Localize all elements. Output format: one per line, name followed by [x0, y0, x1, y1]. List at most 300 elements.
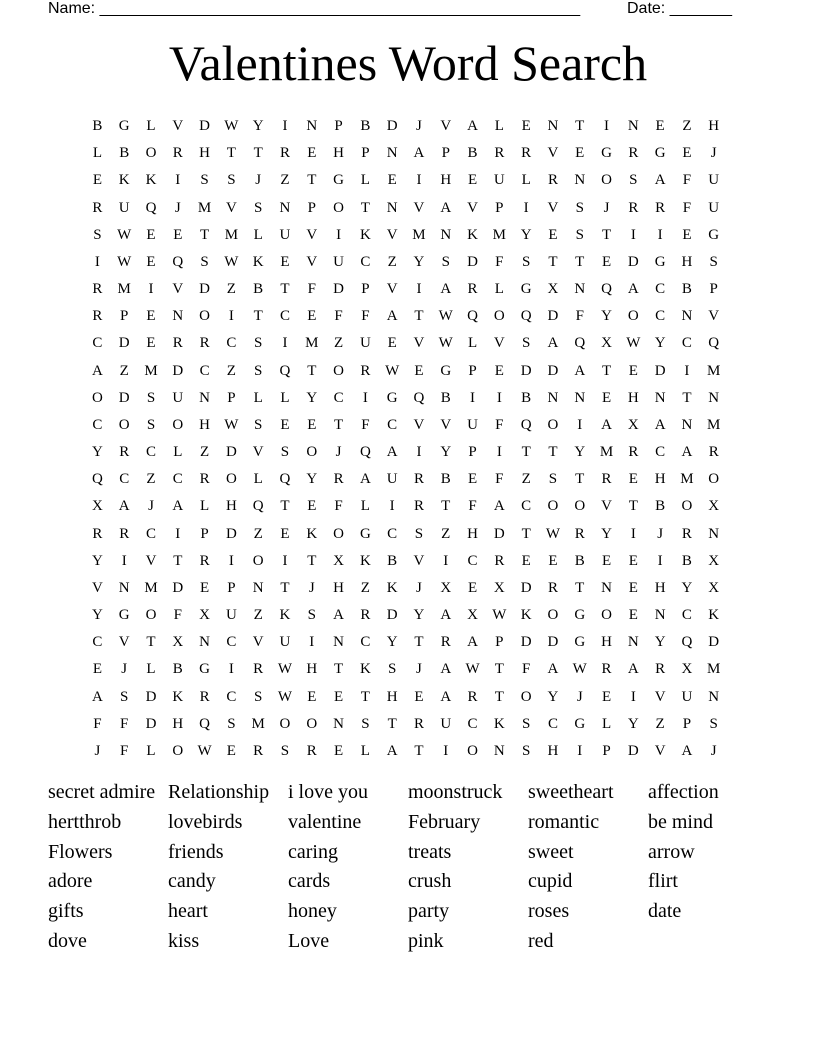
grid-letter[interactable]: T [521, 444, 531, 461]
grid-letter[interactable]: Y [574, 444, 586, 461]
grid-letter[interactable]: O [306, 715, 318, 732]
grid-letter[interactable]: V [413, 199, 425, 216]
grid-letter[interactable]: I [630, 226, 636, 243]
grid-letter[interactable]: V [654, 688, 666, 705]
grid-letter[interactable]: I [470, 389, 476, 406]
grid-letter[interactable]: E [467, 579, 478, 596]
grid-letter[interactable]: T [548, 253, 558, 270]
grid-letter[interactable]: L [280, 389, 290, 406]
grid-letter[interactable]: S [629, 172, 638, 189]
grid-letter[interactable]: R [253, 661, 264, 678]
grid-letter[interactable]: D [520, 634, 532, 651]
date-field[interactable]: Date: _______ [627, 0, 732, 17]
grid-letter[interactable]: K [118, 172, 130, 189]
grid-letter[interactable]: F [468, 498, 477, 515]
grid-letter[interactable]: W [438, 335, 453, 352]
grid-letter[interactable]: V [413, 552, 425, 569]
grid-letter[interactable]: V [708, 308, 720, 325]
grid-letter[interactable]: F [495, 416, 504, 433]
grid-letter[interactable]: J [710, 145, 717, 162]
grid-letter[interactable]: B [253, 281, 264, 298]
grid-letter[interactable]: S [200, 172, 209, 189]
grid-letter[interactable]: S [280, 742, 290, 759]
grid-letter[interactable]: O [547, 498, 559, 515]
grid-letter[interactable]: T [280, 498, 290, 515]
grid-letter[interactable]: B [681, 281, 692, 298]
grid-letter[interactable]: T [360, 688, 370, 705]
grid-letter[interactable]: R [521, 145, 532, 162]
grid-letter[interactable]: V [386, 281, 398, 298]
grid-letter[interactable]: F [120, 715, 129, 732]
grid-letter[interactable]: A [654, 416, 666, 433]
grid-letter[interactable]: O [199, 308, 210, 325]
grid-letter[interactable]: R [655, 199, 666, 216]
grid-letter[interactable]: A [547, 661, 559, 678]
grid-letter[interactable]: Q [172, 253, 184, 270]
grid-letter[interactable]: O [467, 742, 478, 759]
grid-letter[interactable]: N [574, 172, 586, 189]
grid-letter[interactable]: W [438, 308, 453, 325]
grid-letter[interactable]: V [413, 335, 425, 352]
grid-letter[interactable]: T [628, 498, 638, 515]
grid-letter[interactable]: Q [574, 335, 586, 352]
grid-letter[interactable]: D [199, 281, 210, 298]
grid-letter[interactable]: T [253, 145, 263, 162]
grid-letter[interactable]: Y [252, 118, 264, 134]
grid-letter[interactable]: E [601, 389, 612, 406]
grid-letter[interactable]: F [361, 416, 370, 433]
grid-letter[interactable]: I [282, 552, 288, 569]
grid-letter[interactable]: I [309, 634, 315, 651]
grid-letter[interactable]: Y [306, 471, 318, 488]
grid-letter[interactable]: T [200, 226, 210, 243]
grid-letter[interactable]: D [118, 389, 130, 406]
grid-letter[interactable]: R [494, 552, 505, 569]
grid-letter[interactable]: L [494, 118, 504, 134]
grid-letter[interactable]: T [494, 688, 504, 705]
grid-letter[interactable]: J [657, 525, 664, 542]
grid-letter[interactable]: L [494, 281, 504, 298]
grid-letter[interactable]: H [708, 118, 720, 134]
grid-letter[interactable]: A [627, 281, 639, 298]
grid-letter[interactable]: S [254, 199, 263, 216]
grid-letter[interactable]: U [386, 471, 398, 488]
grid-letter[interactable]: O [681, 498, 693, 515]
grid-letter[interactable]: W [572, 661, 587, 678]
grid-letter[interactable]: O [601, 607, 612, 624]
grid-letter[interactable]: S [521, 253, 531, 270]
grid-letter[interactable]: E [655, 118, 665, 134]
grid-letter[interactable]: B [574, 552, 585, 569]
grid-letter[interactable]: K [386, 579, 398, 596]
grid-letter[interactable]: T [575, 471, 585, 488]
grid-letter[interactable]: R [253, 742, 264, 759]
grid-letter[interactable]: A [118, 498, 130, 515]
grid-letter[interactable]: A [359, 471, 371, 488]
grid-letter[interactable]: X [493, 579, 505, 596]
grid-letter[interactable]: R [413, 471, 424, 488]
grid-letter[interactable]: M [412, 226, 426, 243]
grid-letter[interactable]: J [416, 118, 422, 134]
grid-letter[interactable]: S [441, 253, 450, 270]
grid-letter[interactable]: V [118, 634, 130, 651]
grid-letter[interactable]: R [119, 444, 130, 461]
grid-letter[interactable]: F [682, 199, 692, 216]
grid-letter[interactable]: S [254, 416, 263, 433]
grid-letter[interactable]: G [118, 118, 130, 134]
grid-letter[interactable]: H [601, 634, 612, 651]
grid-letter[interactable]: L [521, 172, 531, 189]
grid-letter[interactable]: Q [708, 335, 720, 352]
grid-letter[interactable]: S [709, 715, 718, 732]
grid-letter[interactable]: A [440, 281, 452, 298]
grid-letter[interactable]: R [467, 281, 478, 298]
grid-letter[interactable]: O [118, 416, 130, 433]
grid-letter[interactable]: M [305, 335, 319, 352]
grid-letter[interactable]: F [575, 308, 584, 325]
grid-letter[interactable]: N [386, 199, 398, 216]
grid-letter[interactable]: R [413, 715, 424, 732]
grid-letter[interactable]: V [386, 226, 398, 243]
grid-letter[interactable]: U [118, 199, 130, 216]
grid-letter[interactable]: T [414, 308, 424, 325]
grid-letter[interactable]: O [520, 688, 532, 705]
grid-letter[interactable]: E [307, 416, 317, 433]
grid-letter[interactable]: U [172, 389, 184, 406]
grid-letter[interactable]: R [655, 661, 666, 678]
grid-letter[interactable]: C [145, 444, 156, 461]
grid-letter[interactable]: I [577, 416, 583, 433]
grid-letter[interactable]: N [681, 416, 693, 433]
grid-letter[interactable]: H [199, 416, 210, 433]
grid-letter[interactable]: P [334, 118, 343, 134]
grid-letter[interactable]: G [118, 607, 130, 624]
grid-letter[interactable]: F [521, 661, 531, 678]
grid-letter[interactable]: C [199, 362, 210, 379]
grid-letter[interactable]: S [93, 226, 102, 243]
grid-letter[interactable]: T [360, 199, 370, 216]
grid-letter[interactable]: I [175, 525, 181, 542]
grid-letter[interactable]: Y [386, 634, 398, 651]
grid-letter[interactable]: D [520, 579, 532, 596]
grid-letter[interactable]: T [307, 362, 317, 379]
grid-letter[interactable]: A [440, 607, 452, 624]
grid-letter[interactable]: K [359, 552, 371, 569]
grid-letter[interactable]: T [575, 253, 585, 270]
grid-letter[interactable]: O [145, 145, 157, 162]
grid-letter[interactable]: C [333, 389, 344, 406]
grid-letter[interactable]: I [362, 389, 368, 406]
grid-letter[interactable]: N [252, 579, 264, 596]
grid-letter[interactable]: E [601, 688, 612, 705]
grid-letter[interactable]: J [710, 742, 717, 759]
grid-letter[interactable]: F [93, 715, 102, 732]
grid-letter[interactable]: M [251, 715, 265, 732]
grid-letter[interactable]: G [520, 281, 532, 298]
grid-letter[interactable]: Y [627, 715, 639, 732]
grid-letter[interactable]: E [307, 498, 317, 515]
grid-letter[interactable]: I [228, 308, 234, 325]
grid-letter[interactable]: B [440, 389, 451, 406]
grid-letter[interactable]: M [599, 444, 614, 461]
grid-letter[interactable]: C [387, 525, 398, 542]
grid-letter[interactable]: V [172, 281, 184, 298]
grid-letter[interactable]: O [333, 525, 344, 542]
grid-letter[interactable]: V [547, 145, 559, 162]
grid-letter[interactable]: T [414, 634, 424, 651]
grid-letter[interactable]: T [226, 145, 236, 162]
grid-letter[interactable]: Y [440, 444, 452, 461]
grid-letter[interactable]: A [654, 172, 666, 189]
grid-letter[interactable]: L [146, 118, 156, 134]
grid-letter[interactable]: L [146, 661, 156, 678]
grid-letter[interactable]: X [91, 498, 103, 515]
grid-letter[interactable]: R [628, 444, 639, 461]
grid-letter[interactable]: P [709, 281, 718, 298]
grid-letter[interactable]: E [226, 742, 236, 759]
grid-letter[interactable]: N [493, 742, 505, 759]
grid-letter[interactable]: C [547, 715, 558, 732]
grid-letter[interactable]: X [172, 634, 184, 651]
grid-letter[interactable]: T [548, 444, 558, 461]
grid-letter[interactable]: Q [601, 281, 612, 298]
grid-letter[interactable]: T [441, 498, 451, 515]
grid-letter[interactable]: E [548, 226, 558, 243]
grid-letter[interactable]: E [548, 552, 558, 569]
grid-letter[interactable]: Y [91, 444, 103, 461]
grid-letter[interactable]: L [360, 172, 370, 189]
grid-letter[interactable]: Z [119, 362, 129, 379]
letter-grid[interactable] [84, 113, 727, 765]
grid-letter[interactable]: I [443, 552, 449, 569]
grid-letter[interactable]: G [386, 389, 398, 406]
grid-letter[interactable]: U [333, 253, 344, 270]
grid-letter[interactable]: S [414, 525, 424, 542]
grid-letter[interactable]: A [386, 444, 398, 461]
grid-letter[interactable]: Y [413, 607, 425, 624]
grid-letter[interactable]: I [657, 552, 663, 569]
grid-letter[interactable]: N [547, 389, 559, 406]
grid-letter[interactable]: J [576, 688, 583, 705]
grid-letter[interactable]: R [199, 688, 210, 705]
grid-letter[interactable]: U [225, 607, 237, 624]
grid-letter[interactable]: O [279, 715, 291, 732]
grid-letter[interactable]: W [224, 416, 239, 433]
grid-letter[interactable]: U [440, 715, 452, 732]
grid-letter[interactable]: T [682, 389, 692, 406]
grid-letter[interactable]: J [148, 498, 154, 515]
grid-letter[interactable]: E [682, 226, 692, 243]
grid-letter[interactable]: B [387, 552, 398, 569]
grid-letter[interactable]: U [279, 226, 291, 243]
grid-letter[interactable]: I [228, 661, 234, 678]
grid-letter[interactable]: K [359, 226, 371, 243]
grid-letter[interactable]: A [333, 607, 344, 624]
grid-letter[interactable]: A [172, 498, 184, 515]
grid-letter[interactable]: N [681, 308, 693, 325]
grid-letter[interactable]: O [306, 444, 318, 461]
grid-letter[interactable]: A [413, 145, 425, 162]
grid-letter[interactable]: D [627, 742, 639, 759]
grid-letter[interactable]: E [414, 362, 424, 379]
grid-letter[interactable]: L [467, 335, 478, 352]
grid-letter[interactable]: N [574, 281, 586, 298]
grid-letter[interactable]: S [548, 471, 558, 488]
grid-letter[interactable]: N [708, 525, 720, 542]
grid-letter[interactable]: N [708, 389, 720, 406]
grid-letter[interactable]: P [441, 145, 450, 162]
grid-letter[interactable]: D [547, 634, 559, 651]
grid-letter[interactable]: O [91, 389, 103, 406]
grid-letter[interactable]: Q [91, 471, 103, 488]
grid-letter[interactable]: Y [654, 634, 666, 651]
grid-letter[interactable]: X [708, 498, 720, 515]
grid-letter[interactable]: U [708, 172, 720, 189]
grid-letter[interactable]: K [493, 715, 505, 732]
grid-letter[interactable]: G [574, 634, 586, 651]
grid-letter[interactable]: D [386, 118, 398, 134]
grid-letter[interactable]: S [521, 742, 531, 759]
grid-letter[interactable]: D [118, 335, 130, 352]
grid-letter[interactable]: L [360, 498, 370, 515]
grid-letter[interactable]: T [414, 742, 424, 759]
grid-letter[interactable]: T [280, 579, 290, 596]
grid-letter[interactable]: R [467, 688, 478, 705]
grid-letter[interactable]: B [92, 118, 103, 134]
grid-letter[interactable]: B [119, 145, 130, 162]
grid-letter[interactable]: S [254, 362, 263, 379]
grid-letter[interactable]: F [682, 172, 692, 189]
grid-letter[interactable]: M [224, 226, 239, 243]
grid-letter[interactable]: C [467, 715, 478, 732]
grid-letter[interactable]: A [493, 498, 505, 515]
grid-letter[interactable]: Z [146, 471, 156, 488]
grid-letter[interactable]: C [92, 416, 103, 433]
grid-letter[interactable]: P [468, 362, 477, 379]
grid-letter[interactable]: Q [520, 416, 532, 433]
grid-letter[interactable]: Q [279, 471, 291, 488]
grid-letter[interactable]: U [708, 199, 720, 216]
grid-letter[interactable]: A [681, 444, 693, 461]
grid-letter[interactable]: Z [280, 172, 290, 189]
grid-letter[interactable]: D [225, 525, 237, 542]
grid-letter[interactable]: R [413, 498, 424, 515]
grid-letter[interactable]: B [655, 498, 666, 515]
grid-letter[interactable]: M [117, 281, 131, 298]
grid-letter[interactable]: N [627, 634, 639, 651]
grid-letter[interactable]: I [630, 525, 636, 542]
grid-letter[interactable]: V [654, 742, 666, 759]
grid-letter[interactable]: T [494, 661, 504, 678]
grid-letter[interactable]: A [574, 362, 586, 379]
grid-letter[interactable]: X [601, 335, 612, 352]
grid-letter[interactable]: R [547, 172, 558, 189]
grid-letter[interactable]: C [360, 253, 371, 270]
grid-letter[interactable]: D [145, 715, 157, 732]
grid-letter[interactable]: C [655, 444, 666, 461]
grid-letter[interactable]: T [173, 552, 183, 569]
grid-letter[interactable]: P [682, 715, 692, 732]
grid-letter[interactable]: T [601, 226, 612, 243]
grid-letter[interactable]: I [630, 688, 636, 705]
grid-letter[interactable]: N [386, 145, 398, 162]
grid-letter[interactable]: E [92, 661, 102, 678]
grid-letter[interactable]: R [92, 525, 103, 542]
grid-letter[interactable]: S [120, 688, 129, 705]
grid-letter[interactable]: F [495, 471, 504, 488]
grid-letter[interactable]: E [601, 552, 612, 569]
grid-letter[interactable]: G [708, 226, 720, 243]
grid-letter[interactable]: R [628, 145, 639, 162]
grid-letter[interactable]: N [118, 579, 130, 596]
grid-letter[interactable]: M [144, 579, 158, 596]
grid-letter[interactable]: P [495, 199, 504, 216]
grid-letter[interactable]: E [200, 579, 210, 596]
grid-letter[interactable]: D [520, 362, 532, 379]
grid-letter[interactable]: J [94, 742, 101, 759]
grid-letter[interactable]: E [280, 525, 290, 542]
grid-letter[interactable]: L [360, 742, 370, 759]
grid-letter[interactable]: N [306, 118, 318, 134]
grid-letter[interactable]: V [306, 253, 318, 270]
grid-letter[interactable]: E [280, 253, 290, 270]
grid-letter[interactable]: P [361, 145, 370, 162]
grid-letter[interactable]: L [253, 226, 263, 243]
grid-letter[interactable]: E [280, 416, 290, 433]
grid-letter[interactable]: A [627, 661, 639, 678]
grid-letter[interactable]: S [521, 715, 531, 732]
grid-letter[interactable]: J [121, 661, 128, 678]
grid-letter[interactable]: X [547, 281, 559, 298]
grid-letter[interactable]: Z [333, 335, 344, 352]
grid-letter[interactable]: T [333, 416, 344, 433]
grid-letter[interactable]: I [416, 444, 422, 461]
grid-letter[interactable]: C [655, 308, 666, 325]
grid-letter[interactable]: G [359, 525, 371, 542]
grid-letter[interactable]: S [227, 715, 236, 732]
grid-letter[interactable]: B [172, 661, 183, 678]
grid-letter[interactable]: E [575, 145, 585, 162]
grid-letter[interactable]: S [709, 253, 718, 270]
grid-letter[interactable]: H [333, 579, 344, 596]
grid-letter[interactable]: C [226, 335, 237, 352]
grid-letter[interactable]: L [92, 145, 102, 162]
grid-letter[interactable]: H [654, 579, 666, 596]
grid-letter[interactable]: T [146, 634, 156, 651]
grid-letter[interactable]: T [387, 715, 397, 732]
grid-letter[interactable]: V [467, 199, 478, 216]
grid-letter[interactable]: K [279, 607, 291, 624]
grid-letter[interactable]: R [199, 335, 210, 352]
grid-letter[interactable]: V [225, 199, 237, 216]
grid-letter[interactable]: I [523, 199, 529, 216]
grid-letter[interactable]: L [253, 471, 263, 488]
grid-letter[interactable]: R [199, 471, 210, 488]
grid-letter[interactable]: G [654, 253, 666, 270]
grid-letter[interactable]: C [360, 634, 371, 651]
grid-letter[interactable]: E [146, 226, 156, 243]
grid-letter[interactable]: Z [253, 607, 263, 624]
grid-letter[interactable]: S [146, 416, 156, 433]
grid-letter[interactable]: O [574, 498, 586, 515]
grid-letter[interactable]: H [386, 688, 398, 705]
grid-letter[interactable]: E [628, 552, 638, 569]
grid-letter[interactable]: M [492, 226, 507, 243]
grid-letter[interactable]: V [172, 118, 184, 134]
grid-letter[interactable]: L [601, 715, 612, 732]
name-field[interactable]: Name: ______________________________________________________ [48, 0, 581, 17]
grid-letter[interactable]: Z [441, 525, 451, 542]
